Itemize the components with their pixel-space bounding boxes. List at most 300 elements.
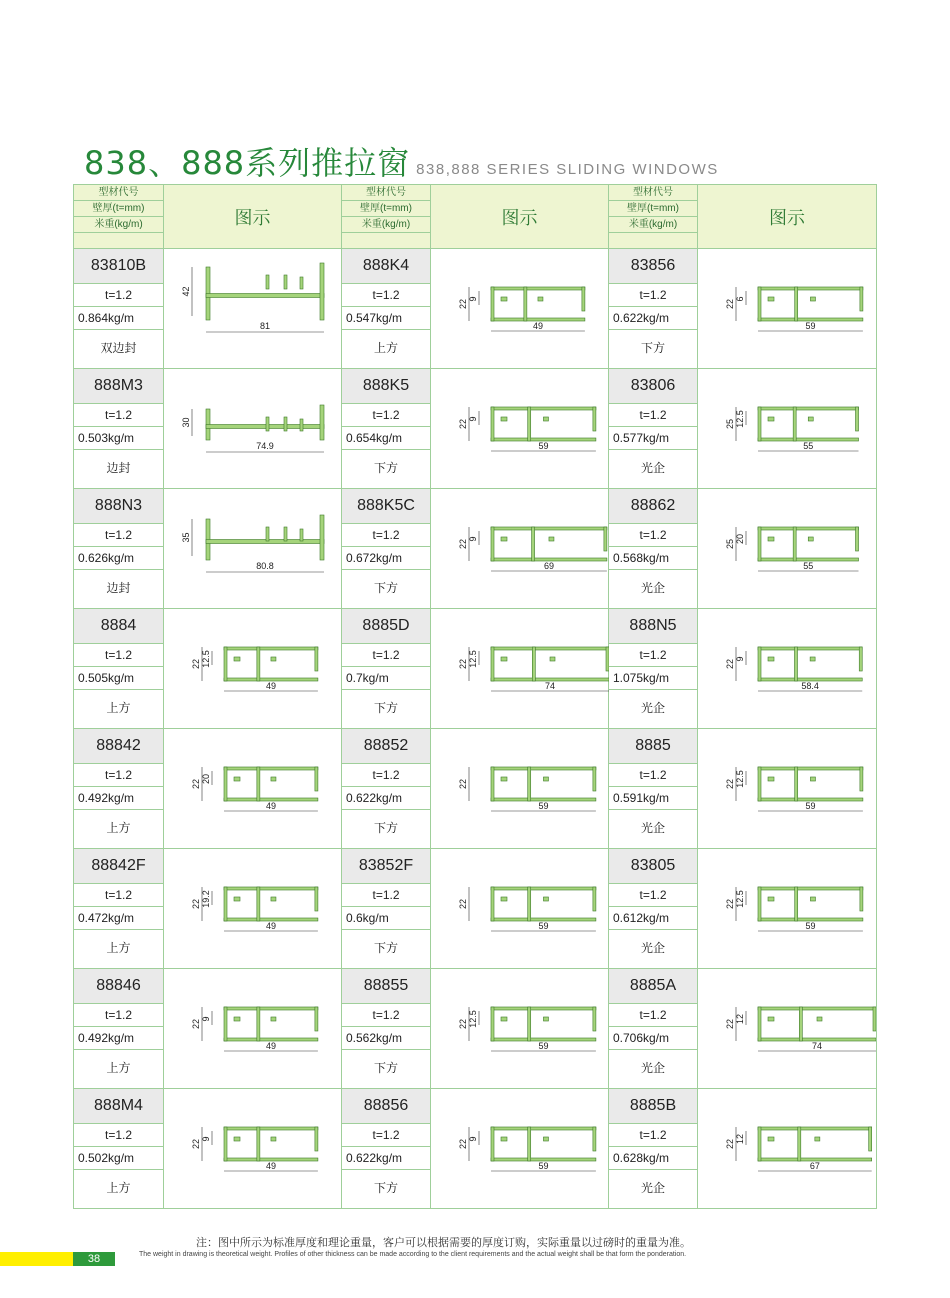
profile-thickness: t=1.2 [74,284,163,307]
profile-shape [206,540,324,544]
profile-thickness: t=1.2 [74,884,163,907]
profile-shape [234,1137,240,1141]
profile-shape [300,529,303,541]
profile-info [342,849,431,969]
profile-shape [315,1007,318,1031]
dimension-label: 12 [735,1013,745,1025]
profile-shape [271,777,276,781]
profile-position: 上方 [106,1061,131,1075]
profile-shape [491,1007,494,1041]
profile-thickness: t=1.2 [342,884,430,907]
dimension-label: 12.5 [735,890,745,908]
profile-thickness: t=1.2 [342,644,430,667]
profile-drawing-cell [698,849,877,969]
dimension-label: 58.4 [801,681,819,691]
dimension-label: 22 [725,1018,735,1030]
profile-drawing [698,849,876,968]
profile-drawing-cell [431,729,609,849]
profile-weight: 0.622kg/m [609,307,697,330]
profile-code: 888M4 [74,1089,163,1124]
profile-position: 上方 [106,1181,131,1195]
dimension-label: 49 [265,1041,276,1051]
profile-weight: 0.706kg/m [609,1027,697,1050]
profile-shape [856,407,859,431]
profile-shape [768,897,774,901]
profile-shape [758,767,761,801]
profile-info [342,729,431,849]
profile-info [74,489,164,609]
profile-code: 88842F [74,849,163,884]
header-thickness-label: 壁厚(t=mm) [609,201,697,217]
profile-shape [491,1127,494,1161]
profile-info [609,849,698,969]
profile-shape [300,277,303,289]
profile-drawing [164,849,341,968]
profile-shape [794,647,797,681]
table-row [74,1089,877,1209]
footer-bar-yellow [0,1252,73,1266]
profile-thickness: t=1.2 [342,1124,430,1147]
profile-shape [860,887,863,911]
dimension-label: 80.8 [256,561,274,571]
profile-shape [266,275,269,289]
profile-shape [206,425,324,429]
dimension-label: 74 [811,1041,823,1051]
profile-code: 888K4 [342,249,430,284]
profile-weight: 0.472kg/m [74,907,163,930]
profile-code: 8885B [609,1089,697,1124]
profile-drawing-cell [164,609,342,729]
profile-shape [758,287,761,321]
profile-shape [491,287,494,321]
profile-position: 上方 [106,701,131,715]
profile-code: 88856 [342,1089,430,1124]
profile-shape [543,1137,548,1141]
profile-table-body [74,185,877,1209]
dimension-label: 6 [735,296,745,302]
profile-code: 8884 [74,609,163,644]
profile-shape [549,537,554,541]
profile-position: 下方 [373,941,398,955]
profile-shape [491,407,596,410]
profile-weight: 1.075kg/m [609,667,697,690]
profile-shape [808,537,813,541]
profile-position: 边封 [106,581,131,595]
dimension-label: 74.9 [256,441,274,451]
profile-drawing-cell [164,489,342,609]
dimension-label: 9 [468,296,478,302]
profile-shape [810,297,815,301]
profile-drawing [698,729,876,848]
profile-shape [768,537,774,541]
profile-shape [491,527,494,561]
profile-shape [271,897,276,901]
profile-code: 83806 [609,369,697,404]
dimension-label: 59 [538,441,549,451]
profile-drawing-cell [164,1089,342,1209]
profile-drawing-cell [431,249,609,369]
profile-position: 下方 [373,821,398,835]
profile-shape [501,297,507,301]
profile-shape [860,287,863,311]
profile-shape [315,1127,318,1151]
profile-shape [799,1007,802,1041]
profile-thickness: t=1.2 [342,1004,430,1027]
profile-code: 888N5 [609,609,697,644]
table-row [74,489,877,609]
profile-position: 光企 [640,701,665,715]
dimension-label: 59 [805,321,816,331]
profile-shape [491,647,609,650]
profile-info [609,969,698,1089]
profile-drawing-cell [431,489,609,609]
dimension-label: 49 [265,1161,276,1171]
profile-shape [815,1137,820,1141]
profile-shape [491,647,494,681]
dimension-label: 22 [458,538,468,550]
profile-shape [300,419,303,431]
profile-drawing-cell [164,249,342,369]
dimension-label: 59 [538,1041,549,1051]
header-code-label: 型材代号 [342,185,430,201]
profile-shape [524,287,527,321]
profile-weight: 0.503kg/m [74,427,163,450]
profile-shape [257,1127,260,1161]
dimension-label: 22 [725,298,735,310]
profile-weight: 0.612kg/m [609,907,697,930]
dimension-label: 22 [458,778,468,790]
profile-shape [271,657,276,661]
profile-code: 888M3 [74,369,163,404]
profile-drawing [698,609,876,728]
profile-drawing [698,1089,876,1208]
dimension-label: 12.5 [468,650,478,668]
profile-shape [798,1127,801,1161]
profile-shape [758,527,761,561]
dimension-label: 59 [805,921,816,931]
dimension-label: 59 [538,1161,549,1171]
profile-shape [758,887,761,921]
profile-info [609,609,698,729]
profile-info [342,1089,431,1209]
table-row [74,369,877,489]
profile-weight: 0.547kg/m [342,307,430,330]
header-thickness-label: 壁厚(t=mm) [342,201,430,217]
profile-code: 88852 [342,729,430,764]
profile-position: 下方 [640,341,665,355]
profile-weight: 0.626kg/m [74,547,163,570]
profile-shape [873,1007,876,1031]
header-labels [342,185,431,249]
table-header-row [74,185,877,249]
profile-shape [257,647,260,681]
profile-drawing [164,249,341,368]
footnote-en: The weight in drawing is theoretical weight. Profiles of other thickness can be made according to the client requirements and the actual weight shall be that form the ponderation. [139,1251,687,1258]
profile-shape [491,767,494,801]
profile-shape [528,1127,531,1161]
dimension-label: 69 [543,561,554,571]
profile-code: 8885 [609,729,697,764]
dimension-label: 49 [265,801,276,811]
dimension-label: 67 [809,1161,820,1171]
profile-info [342,369,431,489]
profile-shape [859,647,862,671]
profile-weight: 0.562kg/m [342,1027,430,1050]
profile-shape [758,1127,872,1130]
profile-shape [234,1017,240,1021]
profile-shape [606,647,609,671]
profile-shape [491,527,607,530]
profile-thickness: t=1.2 [609,1124,697,1147]
title-en: 838,888 SERIES SLIDING WINDOWS [416,161,719,178]
profile-position: 光企 [640,1061,665,1075]
profile-shape [315,767,318,791]
dimension-label: 59 [538,921,549,931]
dimension-label: 59 [538,801,549,811]
profile-shape [501,897,507,901]
profile-shape [257,887,260,921]
profile-info [74,729,164,849]
profile-drawing-cell [698,609,877,729]
profile-thickness: t=1.2 [609,1004,697,1027]
profile-drawing-cell [431,969,609,1089]
profile-shape [582,287,585,311]
table-row [74,729,877,849]
profile-shape [320,263,324,320]
profile-code: 888N3 [74,489,163,524]
dimension-label: 9 [735,656,745,662]
profile-shape [224,647,318,650]
profile-shape [224,1007,227,1041]
header-weight-label: 米重(kg/m) [342,217,430,233]
profile-thickness: t=1.2 [342,764,430,787]
profile-drawing [431,249,608,368]
profile-thickness: t=1.2 [609,404,697,427]
header-weight-label: 米重(kg/m) [609,217,697,233]
profile-thickness: t=1.2 [74,644,163,667]
profile-shape [532,527,535,561]
dimension-label: 9 [468,536,478,542]
profile-shape [869,1127,872,1151]
profile-code: 88862 [609,489,697,524]
title-zh: 838、888系列推拉窗 [84,144,411,182]
profile-code: 83852F [342,849,430,884]
dimension-label: 22 [191,1138,201,1150]
profile-info [609,729,698,849]
table-row [74,849,877,969]
profile-code: 88846 [74,969,163,1004]
profile-shape [206,294,324,298]
dimension-label: 9 [201,1136,211,1142]
profile-shape [284,417,287,431]
profile-position: 下方 [373,701,398,715]
dimension-label: 22 [725,658,735,670]
profile-shape [501,1137,507,1141]
table-row [74,969,877,1089]
profile-shape [758,1007,876,1010]
page-number: 38 [73,1252,115,1266]
profile-shape [224,1007,318,1010]
header-diagram-label: 图示 [431,185,609,249]
profile-shape [768,1137,774,1141]
profile-info [74,849,164,969]
profile-shape [758,287,863,290]
profile-position: 双边封 [100,341,137,355]
profile-shape [528,767,531,801]
profile-shape [593,1007,596,1031]
profile-drawing [431,969,608,1088]
dimension-label: 59 [805,801,816,811]
profile-drawing [698,489,876,608]
profile-drawing [164,969,341,1088]
dimension-label: 22 [458,898,468,910]
page-title [84,138,719,182]
profile-shape [501,657,507,661]
profile-code: 8885D [342,609,430,644]
profile-shape [224,887,227,921]
header-code-label: 型材代号 [74,185,163,201]
profile-drawing-cell [431,849,609,969]
profile-shape [501,417,507,421]
profile-shape [795,287,798,321]
profile-position: 光企 [640,581,665,595]
dimension-label: 25 [725,538,735,550]
profile-thickness: t=1.2 [74,1124,163,1147]
profile-weight: 0.6kg/m [342,907,430,930]
dimension-label: 12.5 [735,410,745,428]
profile-drawing [431,1089,608,1208]
dimension-label: 22 [458,658,468,670]
dimension-label: 49 [265,921,276,931]
profile-position: 上方 [373,341,398,355]
profile-position: 下方 [373,1061,398,1075]
profile-shape [543,897,548,901]
profile-drawing [164,609,341,728]
profile-drawing-cell [698,369,877,489]
profile-drawing-cell [164,729,342,849]
profile-shape [234,657,240,661]
profile-shape [795,767,798,801]
dimension-label: 22 [725,778,735,790]
profile-thickness: t=1.2 [609,884,697,907]
profile-info [342,489,431,609]
profile-shape [271,1017,276,1021]
profile-shape [758,647,761,681]
profile-drawing-cell [698,729,877,849]
header-labels [609,185,698,249]
profile-shape [266,417,269,431]
profile-weight: 0.492kg/m [74,1027,163,1050]
profile-weight: 0.628kg/m [609,1147,697,1170]
dimension-label: 22 [458,1018,468,1030]
profile-shape [593,767,596,791]
table-row [74,609,877,729]
table-row [74,249,877,369]
profile-info [74,249,164,369]
profile-thickness: t=1.2 [74,404,163,427]
profile-shape [315,647,318,671]
profile-shape [768,1017,774,1021]
profile-drawing-cell [164,849,342,969]
profile-info [609,249,698,369]
profile-drawing [431,369,608,488]
profile-shape [817,1017,822,1021]
profile-shape [257,767,260,801]
profile-shape [793,527,796,561]
dimension-label: 20 [201,773,211,785]
profile-shape [768,417,774,421]
profile-code: 88855 [342,969,430,1004]
profile-thickness: t=1.2 [74,1004,163,1027]
dimension-label: 55 [803,441,814,451]
profile-shape [758,407,761,441]
profile-drawing-cell [164,369,342,489]
dimension-label: 9 [468,1136,478,1142]
profile-weight: 0.654kg/m [342,427,430,450]
profile-shape [266,527,269,541]
profile-weight: 0.622kg/m [342,1147,430,1170]
profile-drawing [431,729,608,848]
profile-shape [224,1127,318,1130]
profile-shape [234,777,240,781]
dimension-label: 22 [725,1138,735,1150]
profile-info [74,969,164,1089]
profile-table [73,184,877,1209]
profile-thickness: t=1.2 [74,764,163,787]
profile-shape [758,1007,761,1041]
profile-drawing [698,369,876,488]
profile-shape [604,527,607,551]
dimension-label: 22 [191,658,201,670]
header-labels [74,185,164,249]
dimension-label: 22 [458,1138,468,1150]
profile-thickness: t=1.2 [342,404,430,427]
profile-shape [271,1137,276,1141]
profile-shape [768,297,774,301]
profile-shape [550,657,555,661]
profile-shape [257,1007,260,1041]
profile-drawing-cell [698,489,877,609]
profile-code: 888K5 [342,369,430,404]
profile-info [74,1089,164,1209]
profile-shape [491,407,494,441]
profile-shape [528,887,531,921]
profile-drawing-cell [698,1089,877,1209]
dimension-label: 9 [201,1016,211,1022]
profile-shape [758,647,862,650]
profile-thickness: t=1.2 [342,524,430,547]
profile-shape [543,417,548,421]
profile-drawing-cell [431,609,609,729]
dimension-label: 49 [532,321,543,331]
profile-shape [768,777,774,781]
profile-thickness: t=1.2 [342,284,430,307]
profile-info [609,1089,698,1209]
profile-shape [501,1017,507,1021]
header-diagram-label: 图示 [698,185,877,249]
profile-shape [593,887,596,911]
header-thickness-label: 壁厚(t=mm) [74,201,163,217]
profile-code: 83805 [609,849,697,884]
profile-position: 下方 [373,1181,398,1195]
profile-thickness: t=1.2 [74,524,163,547]
profile-shape [810,777,815,781]
profile-drawing [164,1089,341,1208]
profile-position: 下方 [373,581,398,595]
profile-shape [315,887,318,911]
profile-shape [528,407,531,441]
profile-drawing [698,249,876,368]
